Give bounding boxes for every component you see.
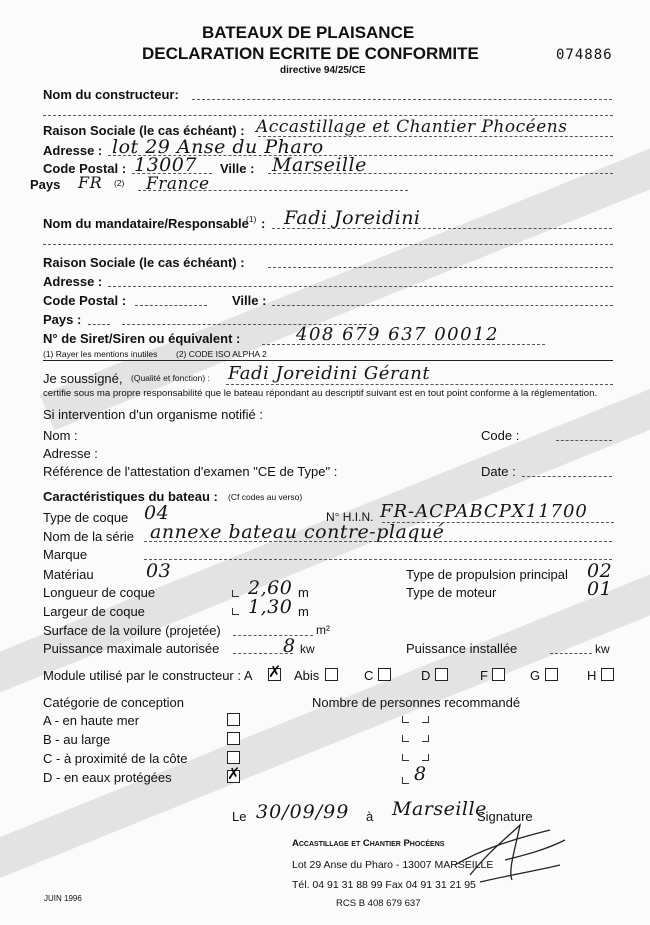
puissance-max-unit: kw: [300, 642, 315, 656]
constructeur-adresse-label: Adresse :: [43, 143, 103, 158]
reference-date-field[interactable]: [522, 476, 612, 477]
constructeur-pays-label: Pays: [30, 177, 61, 192]
largeur-label: Largeur de coque: [43, 604, 145, 619]
organisme-adresse-label: Adresse :: [43, 446, 98, 461]
categorie-c-persons-field-end: [422, 754, 429, 761]
siret-value: 408 679 637 00012: [296, 324, 499, 345]
constructeur-cp-label: Code Postal :: [43, 161, 127, 176]
coque-label: Type de coque: [43, 510, 129, 525]
signature-a-label: à: [366, 809, 374, 824]
mandataire-pays-label: Pays :: [43, 312, 82, 327]
bateau-heading: Caractéristiques du bateau :: [43, 489, 218, 504]
module-a-check-mark: ✗: [268, 662, 282, 681]
module-f-checkbox[interactable]: [492, 668, 505, 681]
mandataire-name-colon: :: [261, 216, 266, 231]
hin-label: N° H.I.N.: [326, 510, 374, 524]
categorie-b-persons-field[interactable]: [402, 735, 409, 742]
constructeur-pays-code: FR: [78, 173, 103, 192]
serie-label: Nom de la série: [43, 529, 135, 544]
constructeur-ville-value: Marseille: [272, 154, 367, 176]
signature-le-label: Le: [232, 809, 247, 824]
soussigne-value: Fadi Joreidini Gérant: [228, 363, 431, 384]
categorie-d-check-mark: ✗: [227, 764, 241, 783]
mandataire-name-field-line2[interactable]: [43, 244, 613, 245]
puissance-inst-field[interactable]: [550, 653, 592, 654]
soussigne-field[interactable]: [226, 384, 613, 385]
voilure-unit: m²: [316, 623, 330, 637]
voilure-field[interactable]: [233, 635, 313, 636]
stamp-phone: Tél. 04 91 31 88 99 Fax 04 91 31 21 95: [292, 879, 476, 891]
soussigne-qualite-label: (Qualité et fonction) :: [131, 373, 210, 383]
stamp-company: Accastillage et Chantier Phocéens: [292, 838, 445, 849]
categorie-d-persons-value: 8: [414, 763, 427, 785]
soussigne-label: Je soussigné,: [43, 371, 123, 386]
reference-label: Référence de l'attestation d'examen "CE de Type" :: [43, 464, 338, 479]
categorie-b-persons-field-end: [422, 735, 429, 742]
mandataire-name-label: Nom du mandataire/Responsable: [43, 216, 249, 231]
mandataire-raison-label: Raison Sociale (le cas échéant) :: [43, 255, 245, 270]
mandataire-cp-label: Code Postal :: [43, 293, 127, 308]
handwritten-signature: [450, 820, 570, 890]
form-edition: JUIN 1996: [44, 894, 82, 903]
largeur-unit: m: [298, 604, 309, 619]
puissance-inst-unit: kw: [595, 642, 610, 656]
mandataire-ville-label: Ville :: [232, 293, 267, 308]
coque-value: 04: [144, 502, 170, 524]
puissance-inst-label: Puissance installée: [406, 641, 518, 656]
categorie-b-label: B - au large: [43, 732, 111, 747]
categorie-d-persons-field[interactable]: [402, 777, 409, 784]
hin-value: FR-ACPABCPX11700: [380, 501, 588, 522]
moteur-value: 01: [587, 578, 613, 600]
marque-label: Marque: [43, 547, 88, 562]
longueur-value: 2,60: [248, 577, 293, 599]
categorie-a-label: A - en haute mer: [43, 713, 140, 728]
organisme-heading: Si intervention d'un organisme notifié :: [43, 407, 263, 422]
constructeur-pays-value: France: [146, 174, 210, 194]
voilure-label: Surface de la voilure (projetée): [43, 623, 221, 638]
module-option-c: C: [364, 668, 374, 683]
constructeur-name-field[interactable]: [192, 99, 612, 100]
module-option-abis: Abis: [294, 668, 320, 683]
signature-lieu-value: Marseille: [392, 798, 487, 820]
mandataire-adresse-label: Adresse :: [43, 274, 103, 289]
constructeur-pays-note: (2): [114, 178, 125, 188]
categorie-d-label: D - en eaux protégées: [43, 770, 172, 785]
largeur-value: 1,30: [248, 596, 293, 618]
module-abis-checkbox[interactable]: [325, 668, 338, 681]
mandataire-raison-field[interactable]: [268, 267, 613, 268]
categorie-heading: Catégorie de conception: [43, 695, 184, 710]
constructeur-raison-label: Raison Sociale (le cas échéant) :: [43, 123, 245, 138]
puissance-max-label: Puissance maximale autorisée: [43, 641, 220, 656]
serie-value: annexe bateau contre-plaqué: [150, 521, 445, 543]
categorie-a-checkbox[interactable]: [227, 713, 240, 726]
form-number: 074886: [556, 47, 613, 63]
marque-field[interactable]: [144, 559, 612, 560]
categorie-c-label: C - à proximité de la côte: [43, 751, 188, 766]
mandataire-ville-field[interactable]: [272, 305, 613, 306]
organisme-nom-label: Nom :: [43, 428, 78, 443]
section-divider: [43, 360, 613, 361]
constructeur-name-label: Nom du constructeur:: [43, 87, 179, 102]
puissance-max-value: 8: [283, 635, 296, 657]
mandataire-adresse-field[interactable]: [108, 286, 613, 287]
moteur-label: Type de moteur: [406, 585, 497, 600]
largeur-field[interactable]: [232, 608, 239, 615]
bateau-heading-note: (Cf codes au verso): [228, 492, 303, 502]
categorie-a-persons-field[interactable]: [402, 716, 409, 723]
certifie-text: certifie sous ma propre responsabilité que le bateau répondant au descriptif suivant est en tout point conforme à la réglementation.: [43, 388, 598, 399]
module-g-checkbox[interactable]: [545, 668, 558, 681]
propulsion-value: 02: [587, 560, 613, 582]
siret-label: N° de Siret/Siren ou équivalent :: [43, 331, 241, 346]
constructeur-cp-value: 13007: [134, 154, 197, 176]
module-option-h: H: [587, 668, 597, 683]
form-title-line2: DECLARATION ECRITE DE CONFORMITE: [142, 44, 479, 63]
constructeur-adresse-value: lot 29 Anse du Pharo: [112, 136, 324, 158]
module-c-checkbox[interactable]: [378, 668, 391, 681]
longueur-label: Longueur de coque: [43, 585, 156, 600]
constructeur-raison-value: Accastillage et Chantier Phocéens: [256, 117, 568, 137]
stamp-rcs: RCS B 408 679 637: [336, 898, 421, 909]
materiau-value: 03: [146, 560, 172, 582]
personnes-heading: Nombre de personnes recommandé: [312, 695, 521, 710]
categorie-c-persons-field[interactable]: [402, 754, 409, 761]
organisme-code-label: Code :: [481, 428, 520, 443]
organisme-code-field[interactable]: [556, 440, 612, 441]
longueur-unit: m: [298, 585, 309, 600]
constructeur-ville-label: Ville :: [220, 161, 255, 176]
categorie-a-persons-field-end: [422, 716, 429, 723]
longueur-field[interactable]: [232, 590, 239, 597]
module-label: Module utilisé par le constructeur : A: [43, 668, 253, 683]
signature-date-value: 30/09/99: [256, 801, 350, 823]
categorie-b-checkbox[interactable]: [227, 732, 240, 745]
categorie-c-checkbox[interactable]: [227, 751, 240, 764]
directive-label: directive 94/25/CE: [280, 65, 366, 76]
mandataire-name-sup: (1): [246, 214, 257, 224]
form-title-line1: BATEAUX DE PLAISANCE: [202, 23, 415, 42]
signature-label: Signature: [477, 809, 533, 824]
module-option-g: G: [530, 668, 541, 683]
module-d-checkbox[interactable]: [435, 668, 448, 681]
mandataire-cp-field[interactable]: [135, 305, 207, 306]
constructeur-name-field-line2[interactable]: [43, 115, 613, 116]
reference-date-label: Date :: [481, 464, 516, 479]
footnote-2: (2) CODE ISO ALPHA 2: [176, 349, 267, 359]
mandataire-pays-code-field[interactable]: [88, 324, 110, 325]
materiau-label: Matériau: [43, 567, 94, 582]
stamp-address: Lot 29 Anse du Pharo - 13007 MARSEILLE: [292, 859, 494, 871]
module-option-f: F: [480, 668, 488, 683]
propulsion-label: Type de propulsion principal: [406, 567, 568, 582]
mandataire-name-value: Fadi Joreidini: [284, 207, 421, 229]
footnote-1: (1) Rayer les mentions inutiles: [43, 349, 158, 359]
module-h-checkbox[interactable]: [601, 668, 614, 681]
module-option-d: D: [421, 668, 431, 683]
